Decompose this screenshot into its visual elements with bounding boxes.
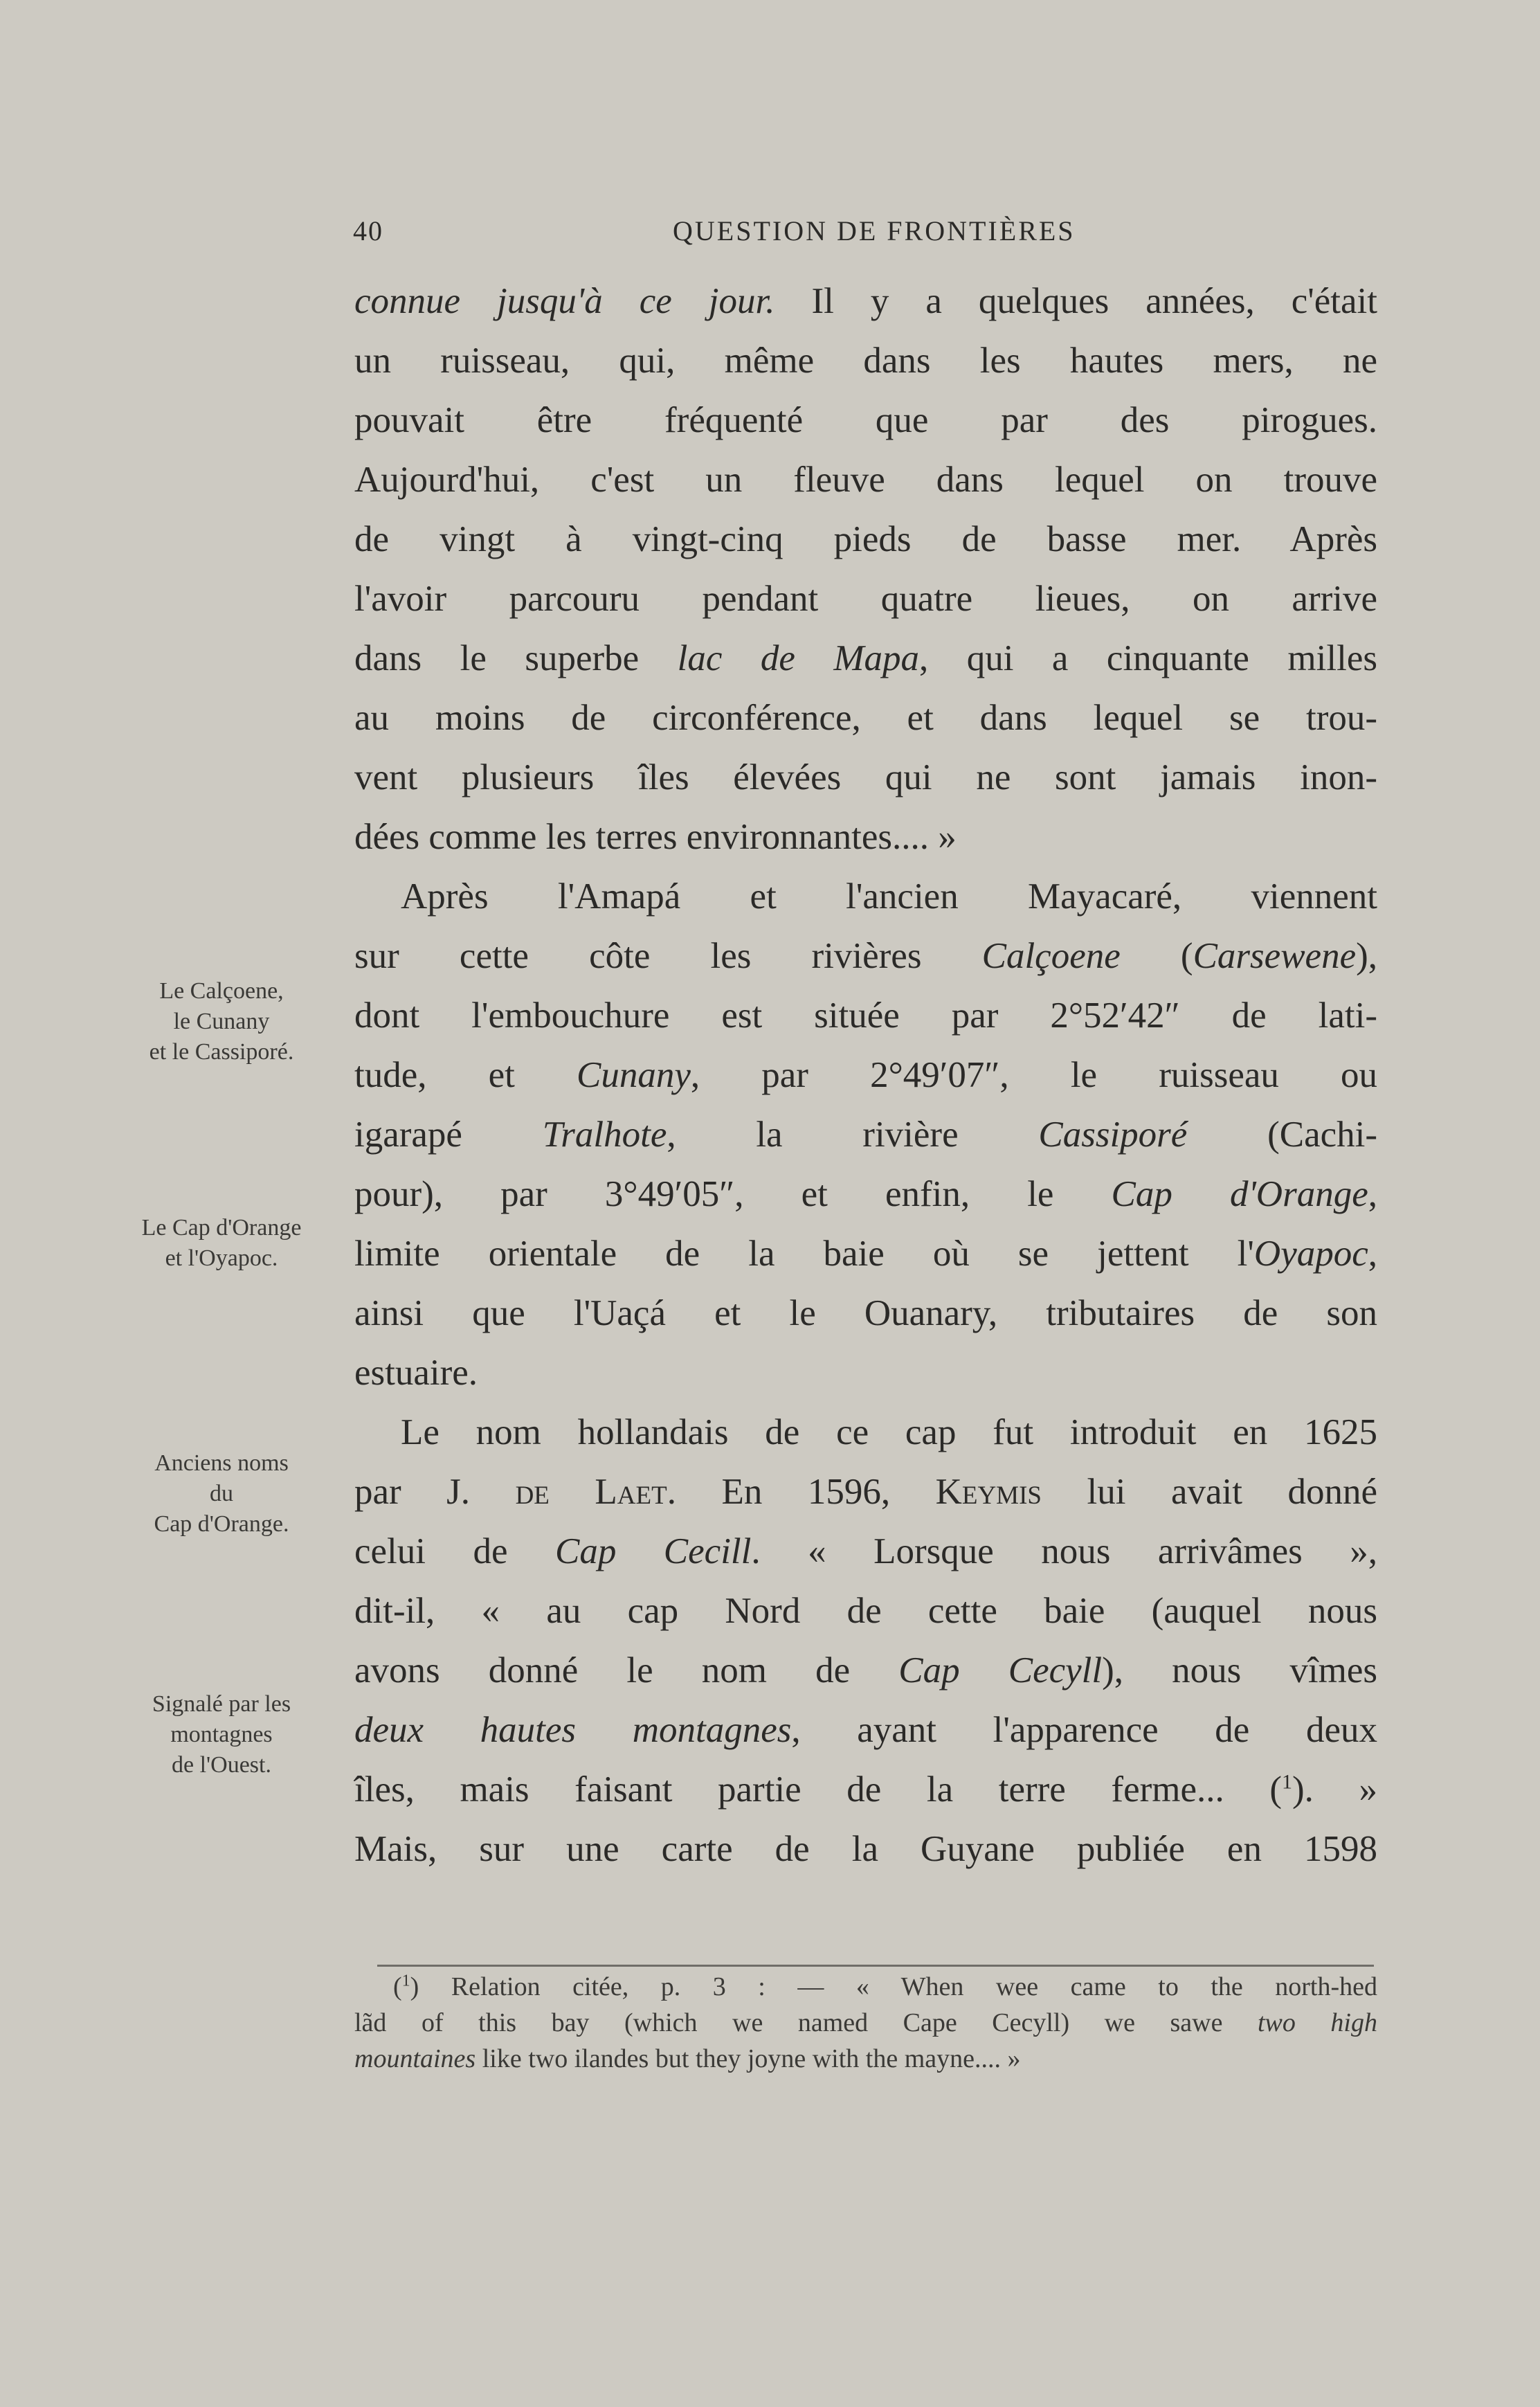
text-line: par J. de Laet. En 1596, Keymis lui avait donné [354,1472,1377,1512]
margin-note [104,1213,339,1274]
text-line: ainsi que l'Uaçá et le Ouanary, tributaires de son [354,1293,1377,1333]
text-line: pour), par 3°49′05″, et enfin, le Cap d'Orange, [354,1174,1377,1214]
text-line: igarapé Tralhote, la rivière Cassiporé (Cachi- [354,1115,1377,1155]
footnote-line: ($^1$) Relation citée, p. 3 : — « When wee came to the north-hed [393,1972,1377,2001]
text-line: celui de Cap Cecill. « Lorsque nous arrivâmes », [354,1531,1377,1571]
margin-note-line: Anciens noms [154,1450,289,1476]
page-number: 40 [353,215,383,246]
margin-note-line: montagnes [170,1722,273,1747]
text-line: dont l'embouchure est située par 2°52′42″ de lati- [354,995,1377,1036]
text-line: Après l'Amapá et l'ancien Mayacaré, viennent [401,876,1377,917]
text-line: vent plusieurs îles élevées qui ne sont jamais inon- [354,757,1377,797]
text-line: îles, mais faisant partie de la terre ferme... ($^1$). » [354,1769,1378,1810]
text-line: l'avoir parcouru pendant quatre lieues, on arrive [354,579,1377,619]
text-line: un ruisseau, qui, même dans les hautes mers, ne [354,341,1377,381]
margin-note [104,1448,339,1540]
margin-note [104,1689,339,1781]
footnote-divider [377,1965,1374,1967]
text-line: Mais, sur une carte de la Guyane publiée en 1598 [354,1829,1377,1869]
text-line: limite orientale de la baie où se jettent l'Oyapoc, [354,1234,1377,1274]
margin-note-line: et l'Oyapoc. [165,1245,278,1271]
margin-note-line: Signalé par les [152,1691,291,1717]
running-title: QUESTION DE FRONTIÈRES [673,215,1076,246]
text-line: de vingt à vingt-cinq pieds de basse mer. Après [354,519,1377,559]
text-line: Aujourd'hui, c'est un fleuve dans lequel on trouve [354,460,1377,500]
text-line: connue jusqu'à ce jour. Il y a quelques années, c'était [354,281,1377,321]
text-line: sur cette côte les rivières Calçoene (Carsewene), [354,936,1377,976]
margin-note-line: Le Calçoene, [159,978,284,1004]
text-line: dans le superbe lac de Mapa, qui a cinquante milles [354,638,1377,678]
text-line: au moins de circonférence, et dans lequel se trou- [354,698,1377,738]
text-line: avons donné le nom de Cap Cecyll), nous vîmes [354,1650,1378,1691]
margin-note-line: Cap d'Orange. [154,1511,289,1537]
footnote-line: mountaines like two ilandes but they joyne with the mayne.... » [354,2044,1021,2073]
margin-note-line: Le Cap d'Orange [141,1215,302,1241]
footnote-ref: 1 [1282,1770,1292,1794]
margin-note-line: le Cunany [173,1009,270,1034]
text-line: Le nom hollandais de ce cap fut introduit en 1625 [401,1412,1377,1452]
margin-note-line: et le Cassiporé. [149,1039,294,1065]
margin-note-line: du [210,1481,233,1506]
text-line: deux hautes montagnes, ayant l'apparence de deux [354,1710,1377,1750]
footnote-line: lãd of this bay (which we named Cape Cecyll) we sawe two high [354,2008,1377,2037]
running-header [353,215,1377,256]
margin-note [104,976,339,1067]
text-line: estuaire. [354,1353,478,1393]
text-line: dit-il, « au cap Nord de cette baie (auquel nous [354,1591,1377,1631]
text-line: dées comme les terres environnantes.... » [354,817,957,857]
margin-note-line: de l'Ouest. [172,1752,271,1778]
text-line: pouvait être fréquenté que par des pirogues. [354,400,1377,440]
text-line: tude, et Cunany, par 2°49′07″, le ruisseau ou [354,1055,1377,1095]
